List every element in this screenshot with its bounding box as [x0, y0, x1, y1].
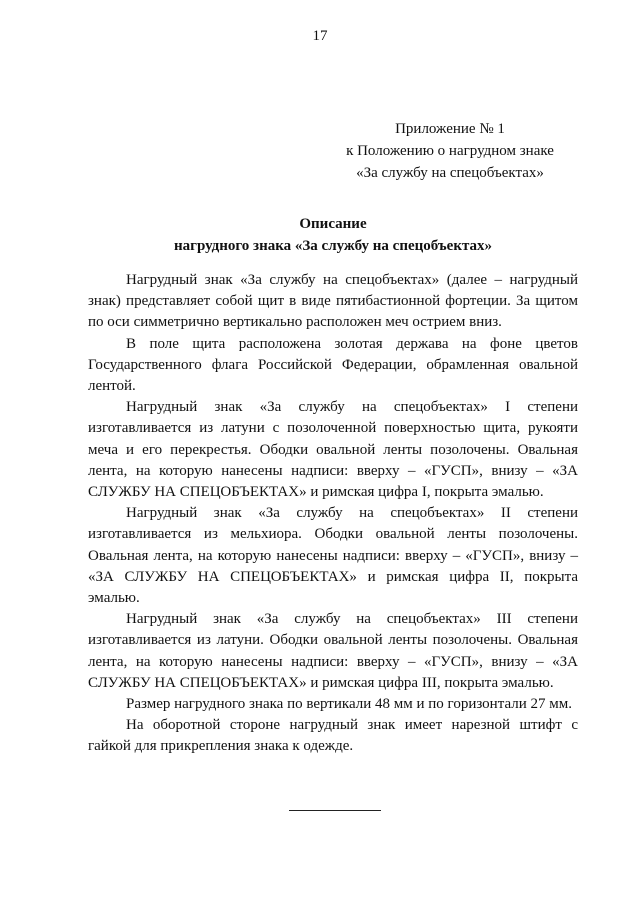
paragraph-6: Размер нагрудного знака по вертикали 48 мм и по горизонтали 27 мм.	[126, 696, 572, 713]
annex-line-2: к Положению о нагрудном знаке	[346, 143, 554, 159]
annex-line-3: «За службу на спецобъектах»	[356, 165, 544, 181]
paragraph-7: На оборотной стороне нагрудный знак имеет нарезной штифт с гайкой для прикрепления знака к одежде.	[88, 717, 578, 755]
title-line-2: нагрудного знака «За службу на спецобъектах»	[173, 238, 493, 254]
document-title	[88, 213, 578, 257]
annex-header	[330, 118, 570, 184]
paragraph-1: Нагрудный знак «За службу на спецобъектах» (далее – нагрудный знак) представляет собой щит в виде пятибастионной фортеции. За щитом по оси симметрично вертикально расположен меч острием вниз.	[88, 272, 578, 331]
paragraph-3: Нагрудный знак «За службу на спецобъектах» I степени изготавливается из латуни с позолоченной поверхностью щита, рукояти меча и его перекрестья. Ободки овальной ленты позолочены. Овальная лента, на которую нанесены надписи: вверху – «ГУСП», внизу – «ЗА СЛУЖБУ НА СПЕЦОБЪЕКТАХ» и римская цифра I, покрыта эмалью.	[88, 399, 578, 501]
title-line-1: Описание	[299, 216, 367, 232]
paragraph-2: В поле щита расположена золотая держава на фоне цветов Государственного флага Российской Федерации, обрамленная овальной лентой.	[88, 335, 578, 395]
closing-divider	[289, 810, 381, 811]
document-body	[88, 270, 578, 758]
paragraph-5: Нагрудный знак «За службу на спецобъектах» III степени изготавливается из латуни. Ободки овальной ленты позолочены. Овальная лента, на которую нанесены надписи: вверху – «ГУСП», внизу – «ЗА СЛУЖБУ НА СПЕЦОБЪЕКТАХ» и римская цифра III, покрыта эмалью.	[88, 611, 578, 691]
paragraph-4: Нагрудный знак «За службу на спецобъектах» II степени изготавливается из мельхиора. Ободки овальной ленты позолочены. Овальная лента, на которую нанесены надписи: вверху – «ГУСП», внизу – «ЗА СЛУЖБУ НА СПЕЦОБЪЕКТАХ» и римская цифра II, покрыта эмалью.	[88, 505, 578, 607]
page-number: 17	[312, 28, 328, 44]
annex-line-1: Приложение № 1	[395, 121, 505, 137]
